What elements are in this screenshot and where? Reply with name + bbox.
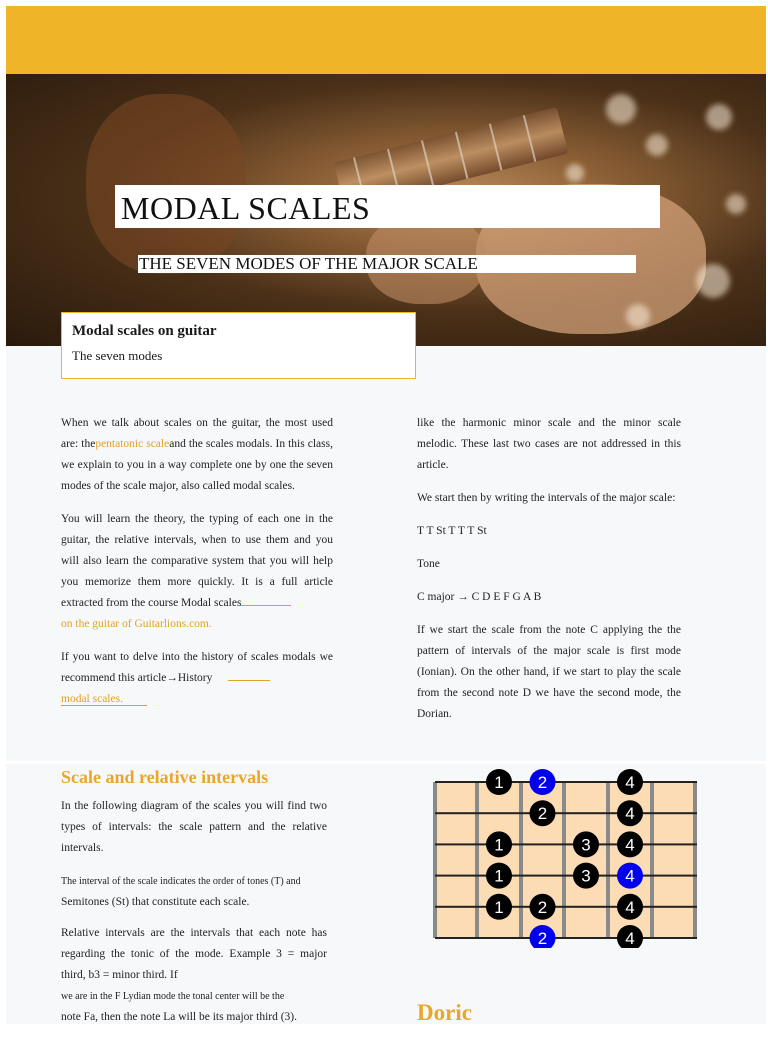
note-label: 1 <box>494 866 504 886</box>
note-label: 3 <box>581 835 591 855</box>
history-link[interactable]: modal scales. <box>61 693 147 706</box>
minor-scales-paragraph: like the harmonic minor scale and the minor scale melodic. These last two cases are not addressed in this article. <box>417 417 681 471</box>
page-title: MODAL SCALES <box>121 190 371 226</box>
string-line <box>435 812 697 814</box>
section-divider <box>6 761 766 764</box>
history-paragraph <box>61 647 333 710</box>
top-banner <box>6 6 766 74</box>
section-body <box>61 796 327 1040</box>
interval-pattern: T T St T T T St <box>417 525 487 537</box>
note-label: 2 <box>537 929 548 948</box>
intro-text-cont: and the scales modals. In this class, we explain to you in a way complete one by one the seven modes of the scale major, also called modal scales. <box>61 438 333 492</box>
note-label: 2 <box>537 897 548 917</box>
relative-interval-text: Relative intervals are the intervals that each note has regarding the tonic of the mode. Example 3 = major third, b3 = minor third. If <box>61 927 327 981</box>
pentatonic-link[interactable]: pentatonic scale <box>95 438 170 450</box>
string-line <box>435 937 697 939</box>
note-label: 4 <box>625 897 635 917</box>
right-column <box>417 413 681 737</box>
tone-label: Tone <box>417 558 440 570</box>
scale-interval-small: The interval of the scale indicates the order of tones (T) and <box>61 876 301 887</box>
note-label: 1 <box>494 897 504 917</box>
string-line <box>435 906 697 908</box>
note-label: 1 <box>494 835 504 855</box>
card-subtitle: The seven modes <box>72 348 163 363</box>
course-link-scales[interactable]: scales <box>213 597 242 609</box>
note-label: 2 <box>537 773 548 792</box>
relative-interval-paragraph <box>61 923 327 1028</box>
section-title: Scale and relative intervals <box>61 767 269 787</box>
note-label: 4 <box>625 866 635 886</box>
learn-text: You will learn the theory, the typing of each one in the guitar, the relative intervals, when to use them and you will also learn the comparative system that you will help you memorize them more quickly. It is a full article extracted from the course Modal <box>61 513 333 609</box>
course-link-guitar[interactable]: on the guitar of <box>61 618 132 630</box>
c-major-notes: C major → C D E F G A B <box>417 591 542 603</box>
relative-interval-small: we are in the F Lydian mode the tonal center will be the <box>61 991 285 1002</box>
modes-paragraph: If we start the scale from the note C applying the the pattern of intervals of the major scale is first mode (Ionian). On the other hand, if we start to play the scale from the second note D we have the second mode, the Dorian. <box>417 624 681 720</box>
diagram-intro: In the following diagram of the scales you will find two types of intervals: the scale pattern and the relative intervals. <box>61 800 327 854</box>
history-text: If you want to delve into the history of scales modals we recommend this article→History <box>61 651 333 684</box>
relative-interval-end: note Fa, then the note La will be its major third (3). <box>61 1011 298 1023</box>
note-label: 4 <box>625 773 635 792</box>
fret-line <box>693 782 697 938</box>
fretboard-svg <box>433 768 699 948</box>
learn-paragraph <box>61 509 333 635</box>
guitarlions-link[interactable]: Guitarlions.com. <box>134 618 212 630</box>
fret-line <box>606 782 610 938</box>
scale-interval-text: Semitones (St) that constitute each scale. <box>61 896 250 908</box>
fret-line <box>650 782 654 938</box>
fret-line <box>562 782 566 938</box>
fretboard-diagram <box>433 768 699 948</box>
left-column <box>61 413 333 722</box>
scale-interval-paragraph <box>61 871 327 913</box>
page-subtitle: THE SEVEN MODES OF THE MAJOR SCALE <box>139 254 478 273</box>
string-line <box>435 781 697 783</box>
fret-line <box>433 782 437 938</box>
fret-line <box>475 782 479 938</box>
card-title: Modal scales on guitar <box>72 323 217 339</box>
doric-heading: Doric <box>417 1000 472 1025</box>
string-line <box>435 875 697 877</box>
intro-text: When we talk about scales on the guitar, the most used are: the <box>61 417 333 450</box>
intervals-intro: We start then by writing the intervals of the major scale: <box>417 492 676 504</box>
note-label: 4 <box>625 804 635 824</box>
intro-paragraph <box>61 413 333 497</box>
string-line <box>435 843 697 845</box>
note-label: 4 <box>625 929 635 948</box>
intro-card <box>61 312 416 379</box>
note-label: 3 <box>581 866 591 886</box>
fret-line <box>519 782 523 938</box>
note-label: 4 <box>625 835 635 855</box>
note-label: 1 <box>494 773 504 792</box>
note-label: 2 <box>537 804 548 824</box>
